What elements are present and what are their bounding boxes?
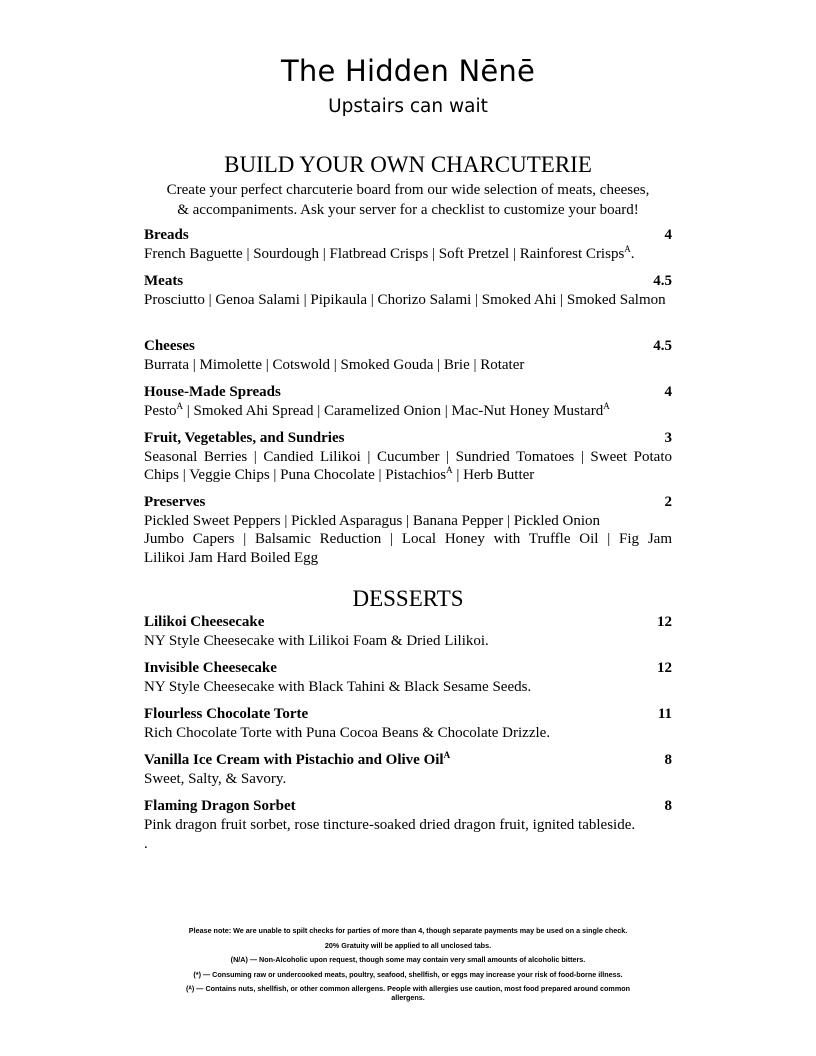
menu-item-flaming-dragon-sorbet	[144, 797, 672, 834]
item-price: 8	[664, 798, 672, 814]
note-allergen-continued: allergens.	[391, 993, 425, 1002]
allergen-mark: A	[603, 400, 610, 411]
item-description: Rich Chocolate Torte with Puna Cocoa Beans & Chocolate Drizzle.	[144, 724, 551, 741]
item-description: NY Style Cheesecake with Black Tahini & Black Sesame Seeds.	[144, 678, 532, 695]
item-name: Preserves	[144, 494, 206, 510]
menu-item-house-made-spreads	[144, 383, 672, 420]
item-name: Fruit, Vegetables, and Sundries	[144, 430, 345, 446]
footnotes	[150, 926, 666, 1002]
menu-item-invisible-cheesecake	[144, 659, 672, 696]
item-description: Burrata | Mimolette | Cotswold | Smoked Gouda | Brie | Rotater	[144, 356, 525, 373]
item-price: 12	[657, 660, 672, 676]
item-name: House-Made Spreads	[144, 384, 281, 400]
item-price: 4	[664, 384, 672, 400]
item-name: Vanilla Ice Cream with Pistachio and Olive Oil$^A$	[144, 750, 451, 768]
restaurant-title: The Hidden Nēnē	[280, 54, 536, 88]
item-description: Prosciutto | Genoa Salami | Pipikaula | Chorizo Salami | Smoked Ahi | Smoked Salmon	[144, 291, 666, 308]
item-description: Pink dragon fruit sorbet, rose tincture-soaked dried dragon fruit, ignited tableside.	[144, 816, 636, 833]
note-non-alcoholic: (N/A) — Non-Alcoholic upon request, though some may contain very small amounts of alcoholic bitters.	[230, 955, 586, 964]
note-raw-warning: (*) — Consuming raw or undercooked meats, poultry, seafood, shellfish, or eggs may increase your risk of food-borne illness.	[193, 969, 623, 979]
charcuterie-intro-line-1: Create your perfect charcuterie board from our wide selection of meats, cheeses,	[166, 182, 650, 198]
menu-item-breads	[144, 226, 672, 263]
menu-item-flourless-chocolate-torte	[144, 705, 672, 742]
charcuterie-intro-line-2: & accompaniments. Ask your server for a checklist to customize your board!	[177, 202, 639, 218]
charcuterie-heading: BUILD YOUR OWN CHARCUTERIE	[224, 152, 592, 177]
allergen-mark: A	[176, 400, 184, 411]
note-allergen: (ᴬ) — Contains nuts, shellfish, or other common allergens. People with allergies use caution, most food prepared around common	[186, 984, 630, 993]
item-name: Cheeses	[144, 338, 195, 354]
allergen-mark: A	[443, 750, 451, 760]
item-price: 4.5	[653, 338, 672, 354]
menu-item-preserves	[144, 493, 672, 567]
item-name: Flourless Chocolate Torte	[144, 706, 309, 722]
desserts-heading: DESSERTS	[352, 586, 464, 611]
item-name: Lilikoi Cheesecake	[144, 614, 265, 630]
item-name: Invisible Cheesecake	[144, 660, 277, 676]
item-description: Sweet, Salty, & Savory.	[144, 770, 287, 787]
item-description: Seasonal Berries | Candied Lilikoi | Cucumber | Sundried Tomatoes | Sweet Potato Chips | Veggie Chips | Puna Chocolate | Pistachios$^A$ | Herb Butter	[144, 448, 672, 483]
item-price: 11	[657, 706, 672, 722]
note-gratuity: 20% Gratuity will be applied to all unclosed tabs.	[324, 940, 492, 950]
allergen-mark: A	[446, 465, 453, 475]
item-price: 12	[657, 614, 672, 630]
menu-item-vanilla-ice-cream	[144, 751, 672, 788]
stray-period: .	[144, 836, 148, 852]
item-price: 8	[664, 752, 672, 768]
menu-item-meats	[144, 272, 672, 309]
restaurant-tagline: Upstairs can wait	[328, 96, 488, 117]
item-price: 2	[664, 494, 672, 510]
item-description: French Baguette | Sourdough | Flatbread Crisps | Soft Pretzel | Rainforest Crisps$^A$.	[144, 243, 635, 262]
item-name: Flaming Dragon Sorbet	[144, 798, 296, 814]
item-price: 4.5	[653, 273, 672, 289]
allergen-mark: A	[624, 243, 631, 254]
menu-item-lilikoi-cheesecake	[144, 613, 672, 650]
note-split-checks: Please note: We are unable to spilt checks for parties of more than 4, though separate payments may be used on a single check.	[188, 926, 628, 935]
item-name: Meats	[144, 273, 184, 289]
item-description: Pesto$^A$ | Smoked Ahi Spread | Caramelized Onion | Mac-Nut Honey Mustard$^A$	[144, 400, 610, 419]
item-price: 3	[664, 430, 672, 446]
item-price: 4	[664, 227, 672, 243]
charcuterie-intro	[120, 180, 696, 220]
menu-item-cheeses	[144, 337, 672, 374]
item-name: Breads	[144, 227, 189, 243]
item-description: NY Style Cheesecake with Lilikoi Foam & Dried Lilikoi.	[144, 632, 489, 649]
item-description: Pickled Sweet Peppers | Pickled Asparagus | Banana Pepper | Pickled Onion Jumbo Capers | Balsamic Reduction | Local Honey with Truffle Oil | Fig Jam Lilikoi Jam Hard Boiled Egg	[144, 512, 672, 566]
menu-item-fruit-vegetables-sundries	[144, 429, 672, 485]
